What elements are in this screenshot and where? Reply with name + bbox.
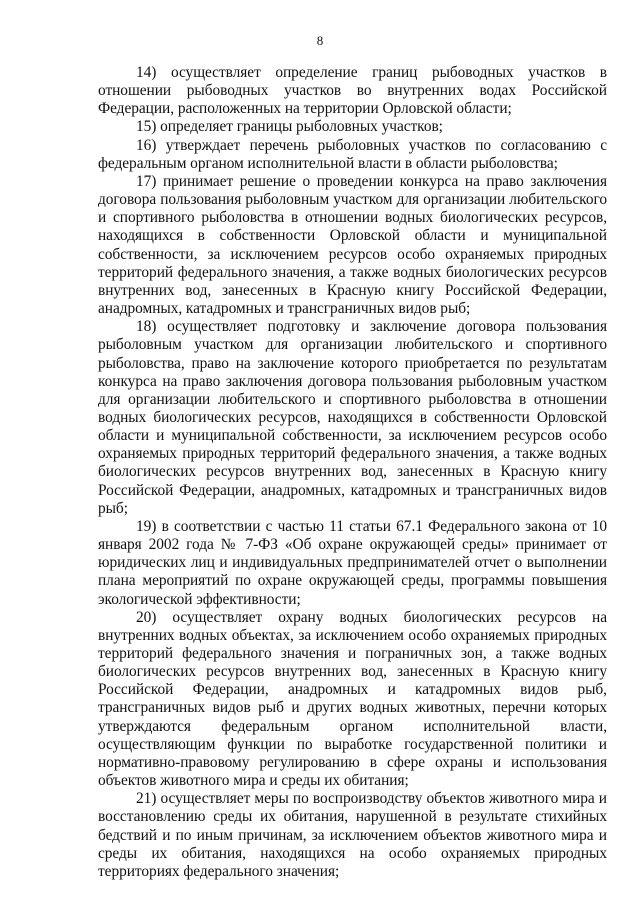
paragraph-item-16: 16) утверждает перечень рыболовных участков по согласованию с федеральным органом исполнительной власти в области рыболовства; <box>98 136 607 172</box>
paragraph-item-14: 14) осуществляет определение границ рыбоводных участков в отношении рыбоводных участков во внутренних водах Российской Федерации, расположенных на территории Орловской области; <box>98 64 607 118</box>
paragraph-item-15: 15) определяет границы рыболовных участков; <box>136 118 443 136</box>
paragraph-item-20: 20) осуществляет охрану водных биологических ресурсов на внутренних водных объектах, за исключением особо охраняемых природных территорий федерального значения и пограничных зон, а также водных биологических ресурсов внутренних вод, занесенных в Красную книгу Российской Федерации, анадромных и катадромных видов рыб, трансграничных видов рыб и других водных животных, перечни которых утверждаются федеральным органом исполнительной власти, осуществляющим функции по выработке государственной политики и нормативно-правовому регулированию в сфере охраны и использования объектов животного мира и среды их обитания; <box>98 608 607 790</box>
paragraph-item-18: 18) осуществляет подготовку и заключение договора пользования рыболовным участком для организации любительского и спортивного рыболовства, право на заключение которого приобретается по результатам конкурса на право заключения договора пользования рыболовным участком для организации любительского и спортивного рыболовства в отношении водных биологических ресурсов, находящихся в собственности Орловской области и муниципальной собственности, за исключением ресурсов особо охраняемых природных территорий федерального значения, а также водных биологических ресурсов внутренних вод, занесенных в Красную книгу Российской Федерации, анадромных, катадромных и трансграничных видов рыб; <box>98 318 607 517</box>
paragraph-item-19: 19) в соответствии с частью 11 статьи 67.1 Федерального закона от 10 января 2002 года № 7-ФЗ «Об охране окружающей среды» принимает от юридических лиц и индивидуальных предпринимателей отчет о выполнении плана мероприятий по охране окружающей среды, программы повышения экологической эффективности; <box>98 517 607 608</box>
paragraph-item-21: 21) осуществляет меры по воспроизводству объектов животного мира и восстановлению среды их обитания, нарушенной в результате стихийных бедствий и по иным причинам, за исключением объектов животного мира и среды их обитания, находящихся на особо охраняемых природных территориях федерального значения; <box>98 790 607 880</box>
document-body <box>98 64 607 881</box>
page-number: 8 <box>316 33 324 48</box>
paragraph-item-17: 17) принимает решение о проведении конкурса на право заключения договора пользования рыболовным участком для организации любительского и спортивного рыболовства в отношении водных биологических ресурсов, находящихся в собственности Орловской области и муниципальной собственности, за исключением ресурсов особо охраняемых природных территорий федерального значения, а также водных биологических ресурсов внутренних вод, занесенных в Красную книгу Российской Федерации, анадромных, катадромных и трансграничных видов рыб; <box>98 172 607 318</box>
